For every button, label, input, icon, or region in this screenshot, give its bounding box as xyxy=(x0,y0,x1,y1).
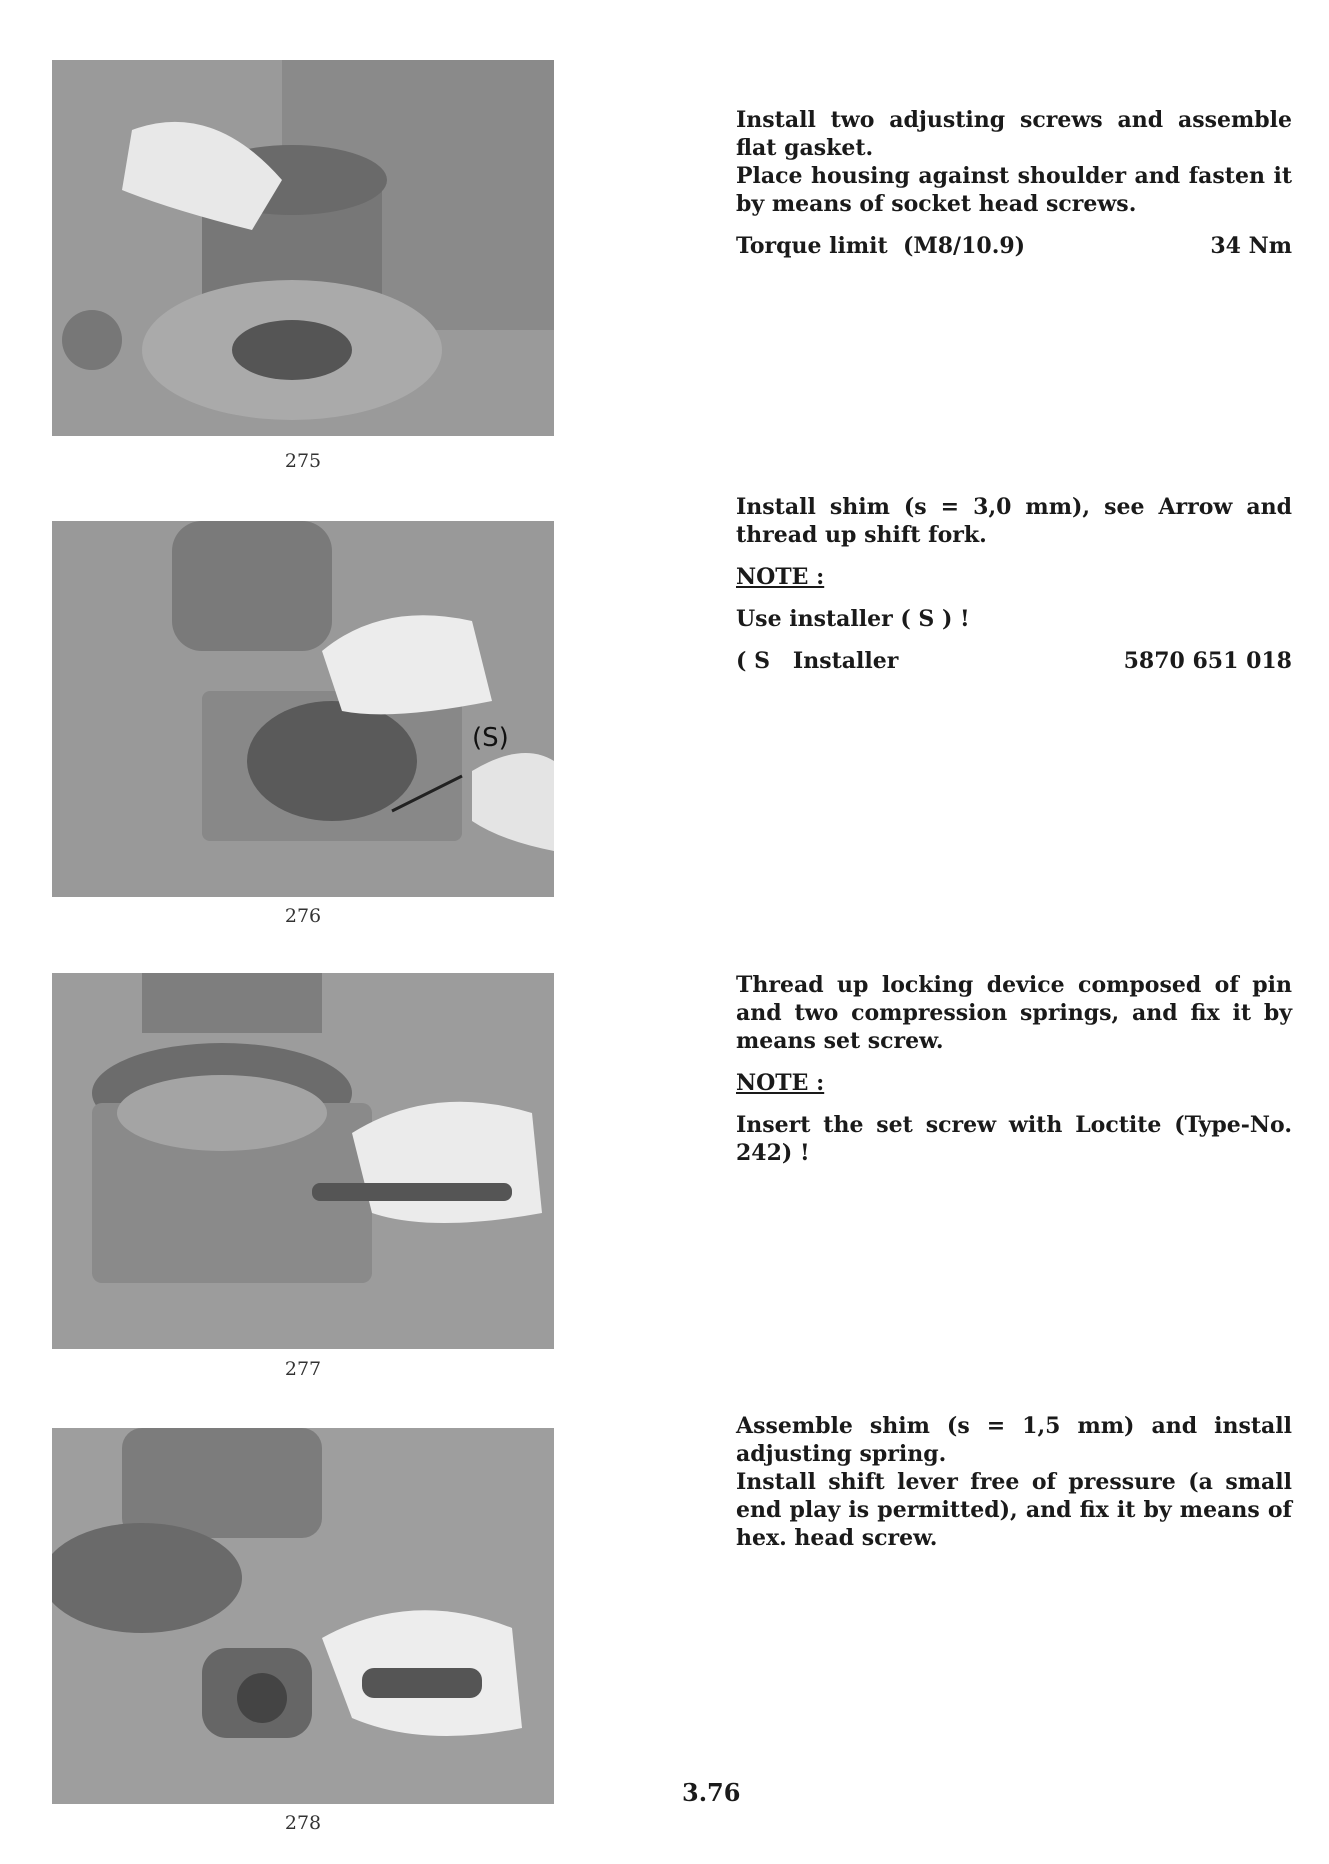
torque-spec xyxy=(736,232,1292,260)
instruction-text: Place housing against shoulder and fasten it by means of socket head screws. xyxy=(736,163,1292,217)
spec-value: 5870 651 018 xyxy=(1123,648,1292,674)
note-text: Insert the set screw with Loctite (Type-No. 242) ! xyxy=(736,1112,1292,1166)
photo-illustration xyxy=(52,60,554,436)
instruction-text: Install shim (s = 3,0 mm), see Arrow and thread up shift fork. xyxy=(736,494,1292,548)
figure-277-photo xyxy=(52,973,554,1349)
spec-label: Torque limit (M8/10.9) xyxy=(736,233,1026,259)
figure-278-photo xyxy=(52,1428,554,1804)
note-text: Use installer ( S ) ! xyxy=(736,606,970,632)
figure-number: 276 xyxy=(284,905,322,927)
page-number: 3.76 xyxy=(682,1778,741,1807)
instruction-text: Assemble shim (s = 1,5 mm) and install adjusting spring. xyxy=(736,1413,1292,1467)
photo-illustration xyxy=(52,1428,554,1804)
note-label: NOTE : xyxy=(736,564,825,590)
figure-number: 277 xyxy=(284,1358,322,1380)
instruction-text: Thread up locking device composed of pin and two compression springs, and fix it by means set screw. xyxy=(736,972,1292,1054)
figure-275-photo xyxy=(52,60,554,436)
note-label: NOTE : xyxy=(736,1070,825,1096)
instruction-text: Install shift lever free of pressure (a small end play is permitted), and fix it by means of hex. head screw. xyxy=(736,1469,1292,1551)
spec-label: ( S Installer xyxy=(736,648,899,674)
tool-spec xyxy=(736,647,1292,675)
figure-number: 278 xyxy=(284,1812,322,1834)
instruction-block-278 xyxy=(736,1412,1292,1566)
instruction-block-275 xyxy=(736,106,1292,274)
instruction-text: Install two adjusting screws and assemble flat gasket. xyxy=(736,107,1292,161)
photo-illustration xyxy=(52,521,554,897)
spec-value: 34 Nm xyxy=(1210,233,1292,259)
photo-illustration xyxy=(52,973,554,1349)
figure-number: 275 xyxy=(284,450,322,472)
instruction-block-276 xyxy=(736,493,1292,689)
photo-callout: (S) xyxy=(472,723,509,753)
instruction-block-277 xyxy=(736,971,1292,1181)
figure-276-photo xyxy=(52,521,554,897)
